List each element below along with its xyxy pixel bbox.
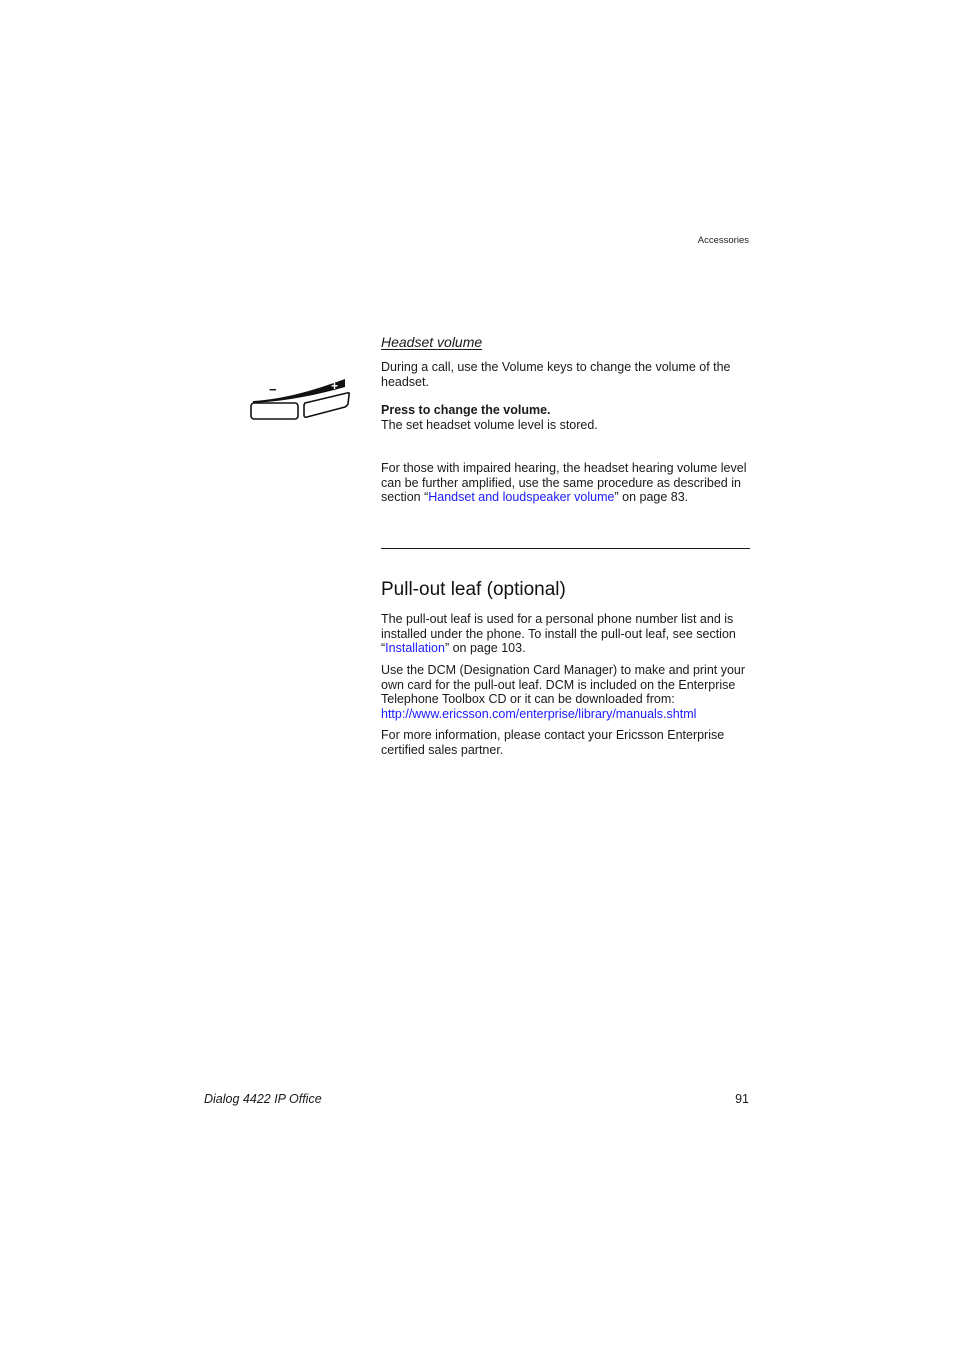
volume-keys-icon — [247, 375, 353, 425]
instruction-result: The set headset volume level is stored. — [381, 417, 598, 432]
headset-volume-intro: During a call, use the Volume keys to change the volume of the headset. — [381, 360, 731, 389]
pullout-paragraph-1: The pull-out leaf is used for a personal phone number list and is installed under the phone. To install the pull-out leaf, see section “Installation” on page 103. — [381, 612, 736, 655]
volume-up-key[interactable] — [304, 393, 349, 418]
installation-link[interactable]: Installation — [385, 641, 445, 655]
hearing-paragraph: For those with impaired hearing, the headset hearing volume level can be further amplified, use the same procedure as described in section “Handset and loudspeaker volume” on page 83. — [381, 461, 747, 504]
footer-product: Dialog 4422 IP Office — [204, 1092, 322, 1106]
plus-label: + — [331, 379, 339, 393]
handset-loudspeaker-volume-link[interactable]: Handset and loudspeaker volume — [428, 490, 615, 504]
running-header: Accessories — [697, 235, 749, 246]
pullout-paragraph-2: Use the DCM (Designation Card Manager) to make and print your own card for the pull-out leaf. DCM is included on the Enterprise Telephone Toolbox CD or it can be downloaded from: http://www.ericsson.com/enterprise/library/manuals.shtml — [381, 663, 746, 721]
headset-volume-instruction — [381, 403, 750, 432]
section-divider — [381, 548, 750, 549]
pullout-heading: Pull-out leaf (optional) — [381, 579, 566, 600]
pullout-paragraph-3: For more information, please contact your Ericsson Enterprise certified sales partner. — [381, 728, 725, 757]
dcm-download-link[interactable]: http://www.ericsson.com/enterprise/library/manuals.shtml — [381, 706, 697, 721]
minus-label: − — [269, 382, 277, 397]
page-number: 91 — [735, 1092, 749, 1106]
headset-volume-title: Headset volume — [381, 334, 483, 350]
volume-down-key[interactable] — [251, 403, 298, 419]
instruction-action: Press to change the volume. — [381, 403, 551, 417]
